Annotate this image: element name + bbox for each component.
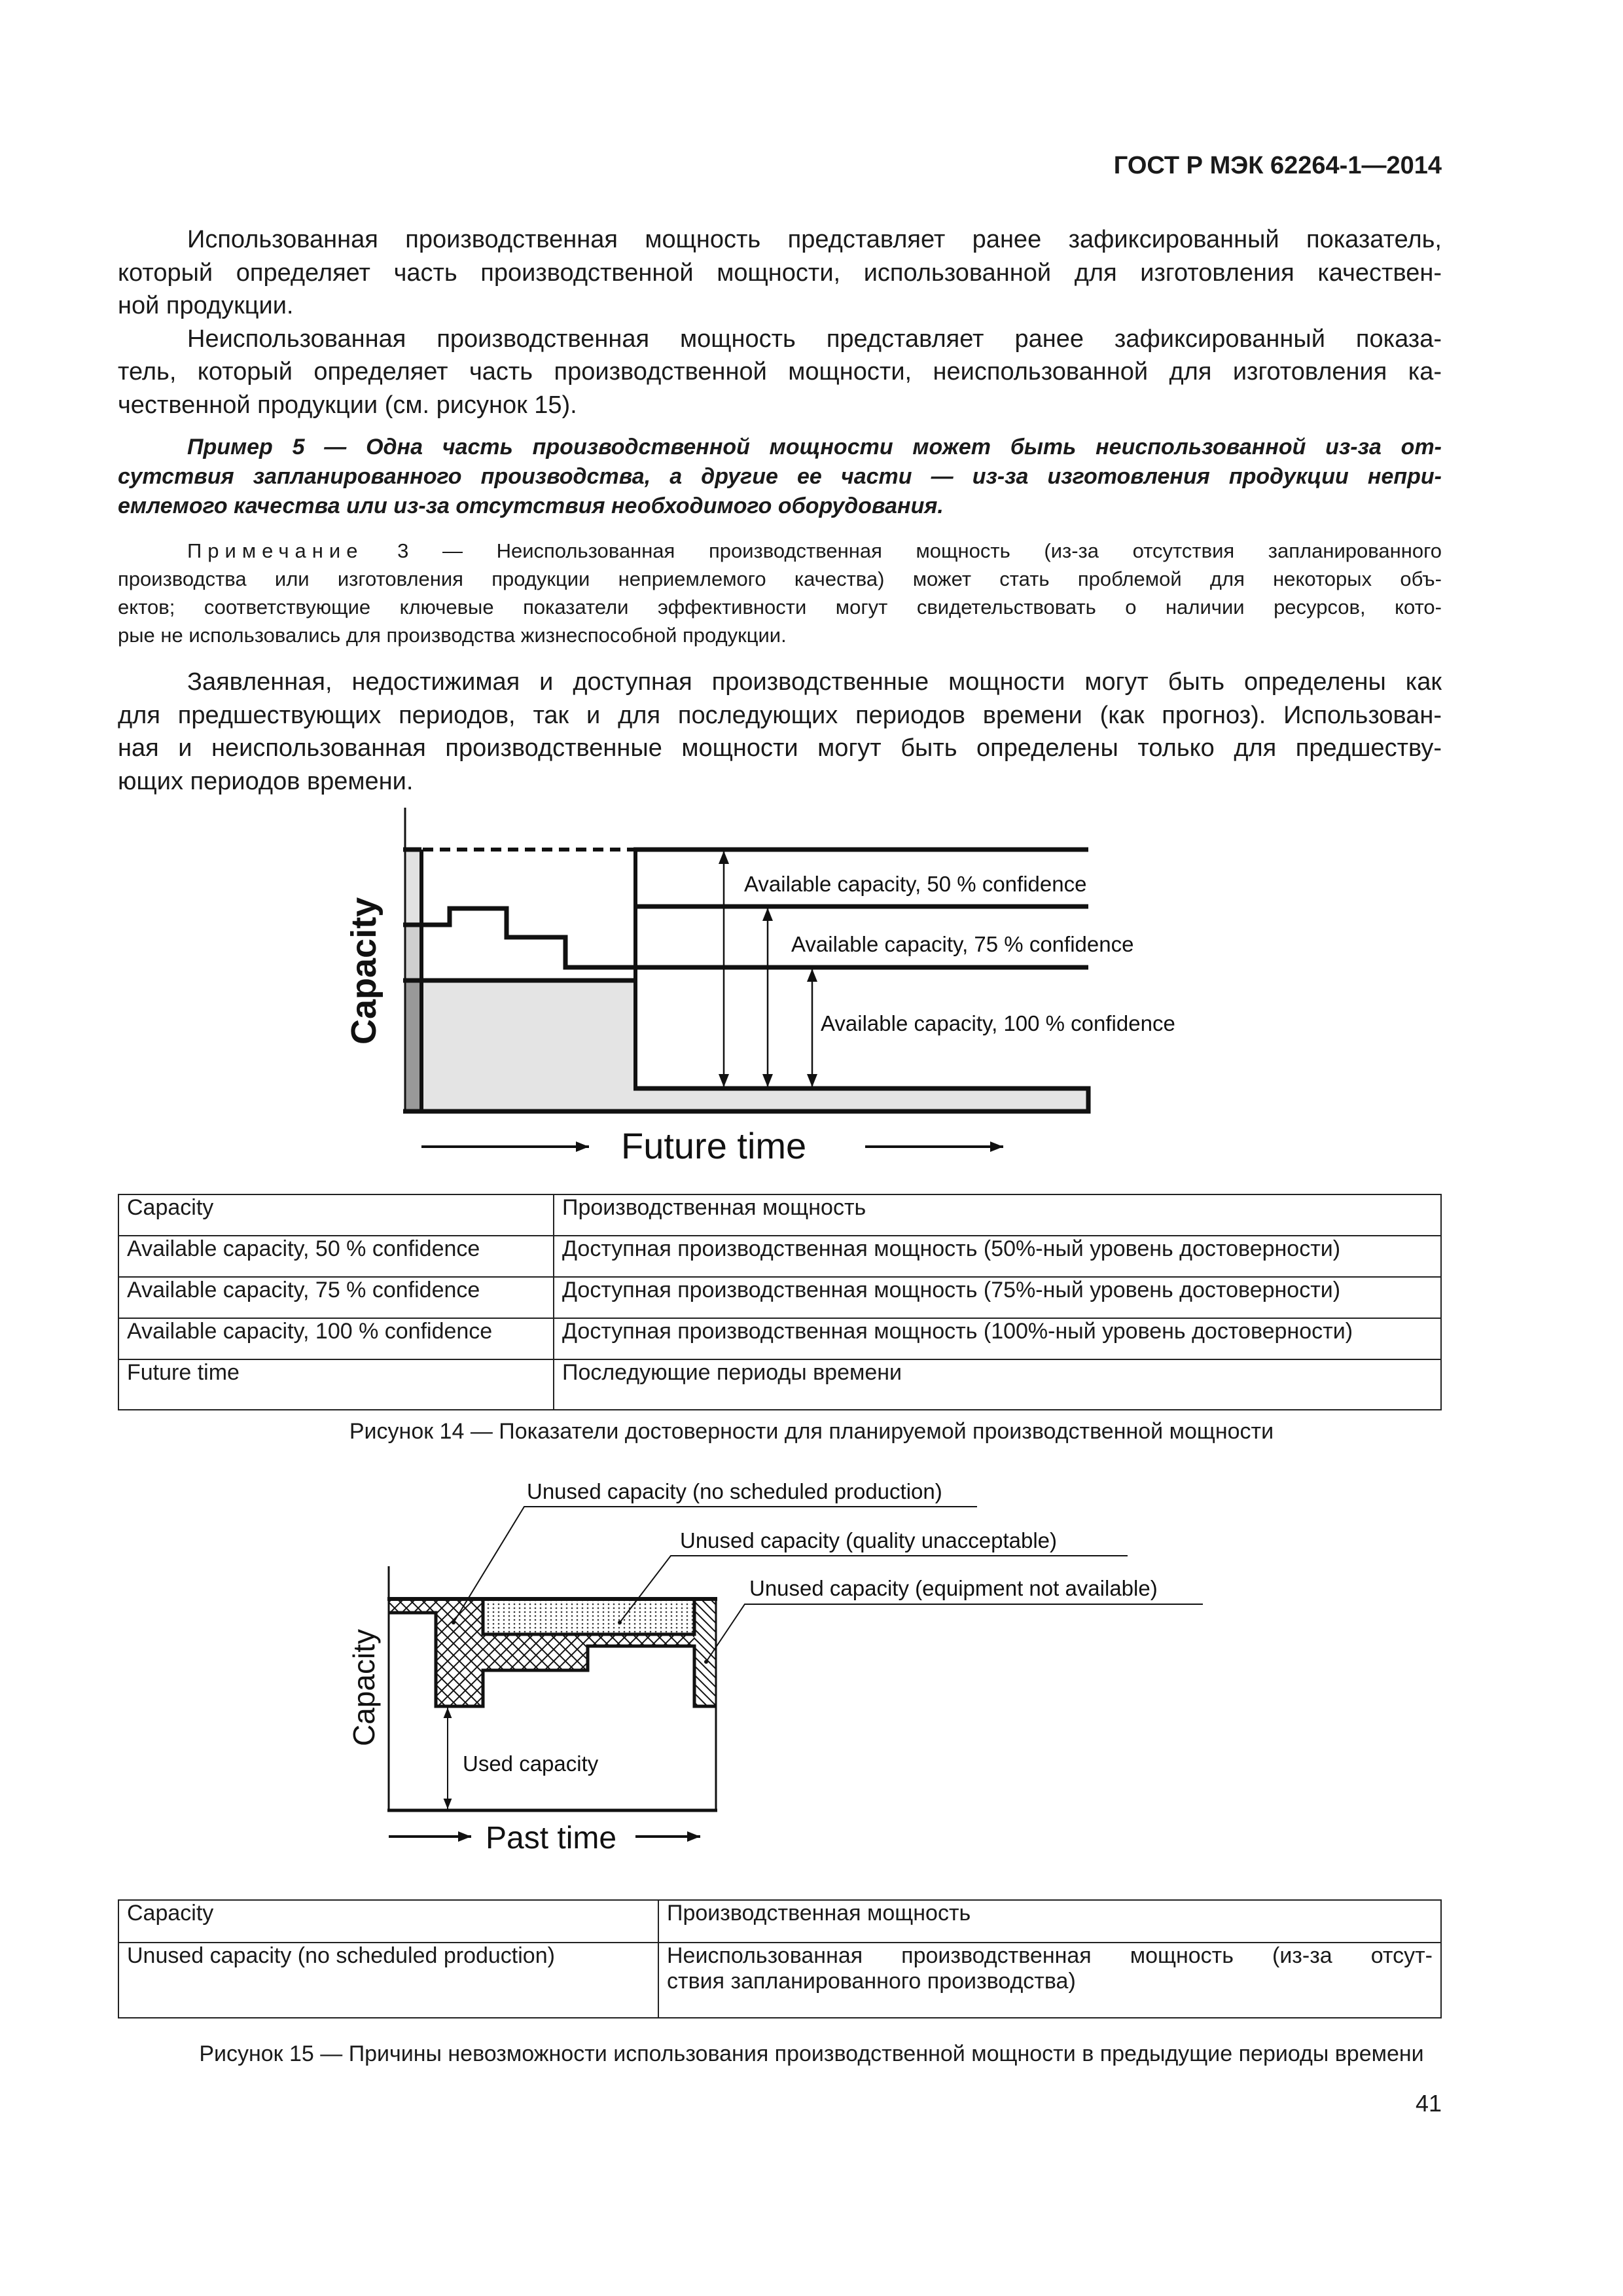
x-axis-label: Past time: [486, 1821, 617, 1856]
table-row: [118, 1900, 1441, 1943]
page-number: 41: [1415, 2090, 1442, 2117]
figure-15-diagram: [347, 1479, 1203, 1856]
table-cell: Unused capacity (no scheduled production): [118, 1943, 658, 2018]
text-line: чественной продукции (см. рисунок 15).: [118, 391, 577, 419]
text-line: тель, который определяет часть производственной мощности, неиспользованной для изготовления ка-: [118, 358, 1442, 386]
table-row: [118, 1359, 1441, 1410]
table-row: [118, 1943, 1441, 2018]
table-row: [118, 1277, 1441, 1318]
figure-15-caption: Рисунок 15 — Причины невозможности использования производственной мощности в предыдущие периоды времени: [199, 2041, 1424, 2066]
leader-equipment: [706, 1604, 1203, 1662]
label-quality: Unused capacity (quality unacceptable): [680, 1528, 1058, 1552]
text-line: для предшествующих периодов, так и для последующих периодов времени (как прогноз). Использован-: [118, 701, 1442, 729]
label-50: Available capacity, 50 % confidence: [744, 872, 1087, 896]
y-axis-label: Capacity: [344, 897, 383, 1045]
text-line: производства или изготовления продукции неприемлемого качества) может стать проблемой для некоторых объ-: [118, 567, 1442, 590]
table-cell: Available capacity, 100 % confidence: [118, 1318, 554, 1359]
figure-14-legend-table: [118, 1194, 1442, 1410]
text-line: ная и неиспользованная производственные мощности могут быть определены только для предшеству-: [118, 734, 1442, 762]
x-axis-label: Future time: [621, 1125, 807, 1166]
text-line: Неиспользованная производственная мощность представляет ранее зафиксированный показа-: [187, 325, 1442, 353]
text-line: сутствия запланированного производства, а другие ее части — из-за изготовления продукции непри-: [118, 464, 1442, 489]
text-line: ной продукции.: [118, 292, 294, 319]
used-capacity-label: Used capacity: [463, 1751, 599, 1776]
figure-15-legend-table: [118, 1899, 1442, 2018]
text-line: ствия запланированного производства): [667, 1969, 1076, 1994]
unused-quality-area: [483, 1599, 694, 1634]
figure-14-diagram: [344, 808, 1175, 1166]
text-line: который определяет часть производственной мощности, использованной для изготовления качествен-: [118, 259, 1442, 287]
label-100: Available capacity, 100 % confidence: [821, 1011, 1175, 1035]
table-cell: Производственная мощность: [554, 1194, 1441, 1236]
note-label: Примечание: [187, 539, 364, 562]
bar-segment-mid: [405, 925, 421, 980]
label-75: Available capacity, 75 % confidence: [791, 932, 1134, 956]
y-axis-label: Capacity: [347, 1629, 381, 1746]
table-cell: Доступная производственная мощность (75%-ный уровень достоверности): [554, 1277, 1441, 1318]
table-cell: Available capacity, 50 % confidence: [118, 1236, 554, 1277]
table-cell: Производственная мощность: [658, 1900, 1441, 1943]
table-cell: Последующие периоды времени: [554, 1359, 1441, 1410]
text-line: емлемого качества или из-за отсутствия необходимого оборудования.: [118, 493, 944, 518]
table-cell: Capacity: [118, 1900, 658, 1943]
text-line: ектов; соответствующие ключевые показатели эффективности могут свидетельствовать о наличии ресурсов, кото-: [118, 596, 1442, 619]
table-cell: Capacity: [118, 1194, 554, 1236]
table-cell: Available capacity, 75 % confidence: [118, 1277, 554, 1318]
table-row: [118, 1318, 1441, 1359]
table-cell: Future time: [118, 1359, 554, 1410]
label-equipment: Unused capacity (equipment not available): [749, 1576, 1158, 1600]
figure-14-caption: Рисунок 14 — Показатели достоверности для планируемой производственной мощности: [349, 1419, 1274, 1444]
table-row: [118, 1236, 1441, 1277]
table-row: [118, 1194, 1441, 1236]
table-cell: [658, 1943, 1441, 2018]
label-no-scheduled: Unused capacity (no scheduled production): [527, 1479, 942, 1503]
text-line: рые не использовались для производства жизнеспособной продукции.: [118, 624, 787, 647]
note-text: 3 — Неиспользованная производственная мощность (из-за отсутствия запланированного: [397, 539, 1442, 562]
table-cell: Доступная производственная мощность (50%-ный уровень достоверности): [554, 1236, 1441, 1277]
document-id-header: ГОСТ Р МЭК 62264-1—2014: [1113, 152, 1442, 179]
available-100-area: [421, 980, 1088, 1111]
table-cell: Доступная производственная мощность (100%-ный уровень достоверности): [554, 1318, 1441, 1359]
text-line: ющих периодов времени.: [118, 767, 414, 795]
text-line: Заявленная, недостижимая и доступная производственные мощности могут быть определены как: [187, 668, 1442, 696]
bar-segment-declared: [405, 850, 421, 925]
bar-segment-used: [405, 980, 421, 1111]
text-line: Использованная производственная мощность представляет ранее зафиксированный показатель,: [187, 226, 1442, 253]
text-line: Неиспользованная производственная мощность (из-за отсут-: [667, 1943, 1433, 1968]
text-line: Пример 5 — Одна часть производственной мощности может быть неиспользованной из-за от-: [187, 435, 1442, 459]
